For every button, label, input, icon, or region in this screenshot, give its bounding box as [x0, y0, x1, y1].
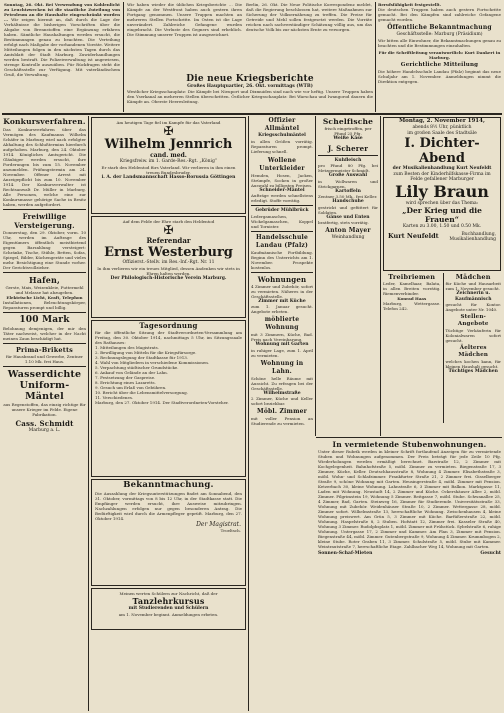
signature-name: Troeltsch.	[220, 528, 241, 533]
official-title: Öffentliche Bekanntmachung	[387, 24, 492, 31]
obituary-2-rank: Offizierst.-Stellv. im Res.-Inf.-Rgt. Nr. 11	[122, 260, 215, 265]
speaker-name: Lily Braun	[395, 181, 489, 201]
potatoes-item: Kartoffeln	[335, 188, 361, 194]
housing-header: Wohnungen	[257, 274, 307, 284]
company-name: Cass. Schmidt	[15, 419, 74, 428]
garden-sub: Wohnung mit Garten	[255, 342, 309, 347]
gloves-item: Handschuhe	[332, 199, 364, 204]
column-3: Offizier Allmäntel Kriegsschulmäntel in allen Größen vorrätig. Reparaturen prompt. Lieferung schnell. Wollene Unterkleider Hemden, Hosen, Jacken, Strümpfe, Socken in großer Auswahl zu billigsten Preisen. Schneider-Mäntel Aufträge werden schnellstens erledigt. Stoffe vorrätig. Gebrüder Mühlbrück Ledergamaschen, Wickelgamaschen, Koppel und Tornister. Handelsschule Landau (Pfalz) Kaufmännische Fortbildung. Beginn des Unterrichts am 1. November. Prospekte kostenlos. Wohnungen 4 Zimmer und Zubehör, sofort zu vermieten. Näheres in der Geschäftsstelle. Zimmer mit Küche zum 1. Januar gesucht. Angebote erbeten. möblierte Wohnung mit 3 Zimmern, Küche, Bad. Preis nach Vereinbarung. Wohnung mit Garten in ruhiger Lage, zum 1. April zu vermieten. Wohnung in Lahn. Schöne helle Räume mit Aussicht. Zu erfragen bei der Geschäftsstelle. Wilhelmstraße 2 Zimmer, Küche und Keller sofort beziehbar. Möbl. Zimmer mit voller Pension an Studierende zu vermieten.	[251, 117, 313, 426]
older-maid-ad: Äelteres Mädchen	[458, 345, 489, 358]
rentals-footer-right: Gesucht	[480, 551, 501, 556]
court-title: Gerichtliche Mitteilung	[400, 61, 479, 68]
top-right-title: Berufsfähigkeit festgestellt.	[378, 2, 442, 7]
jobs-ad: Stellen-Angebote	[457, 314, 489, 327]
lecture-intro: wird sprechen über das Thema:	[405, 200, 479, 206]
iron-cross-icon: ✠	[163, 124, 174, 138]
divider	[316, 437, 502, 438]
merchant-name: J. Scherer	[327, 143, 369, 153]
press-title: Die neue Kriegsberichte	[186, 74, 314, 84]
reward-title: 100 Mark	[19, 315, 70, 325]
lecture-topic: „Der Krieg und die Frauen“	[402, 206, 482, 224]
underwear-header: Wollene Unterkleider	[259, 156, 305, 172]
rentals-section: In vermietende Stubenwohnungen. Unter dieser Rubrik werden in kleiner Schrift fortlaufend Anzeigen für zu vermietende Stuben und Wohnungen aufgenommen. Der Preis beträgt für jede Zeile 10 Pfg. Wiederholungen werden ermäßigt berechnet. Barstraße 12, 2 Zimmer mit Kochgelegenheit. Bahnhofstraße 5, möbl. Zimmer zu vermieten. Biegenstraße 17, 3 Zimmer, Küche, Keller. Deutschhausstraße 8, Wohnung 4 Zimmer. Elisabethstraße 3, möbl. Wohn- und Schlafzimmer. Frankfurter Straße 21, 2 Zimmer frei. Gisselberger Straße 9, schöne Wohnung mit Garten. Heusingerstraße 4, möbl. Zimmer mit Pension. Ketzerbach 30, kleine Wohnung. Lahnstraße 6, 3 Zimmer mit Balkon. Marktgasse 11, Laden mit Wohnung. Neustadt 14, 2 Zimmer und Küche. Ockershäuser Allee 2, möbl. Zimmer. Pilgrimstein 19, Wohnung 5 Zimmer. Reitgasse 7, möbl. Stube. Schwanallee 25, 4 Zimmer, Bad, Garten. Steinweg 16, Zimmer für Studierende. Universitätsstraße 33, Wohnung mit Zubehör. Weidenhäuser Straße 10, 2 Zimmer. Wettergasse 28, möbl. Zimmer sofort. Wilhelmstraße 13, herrschaftliche Wohnung. Zwischenhausen 4, kleine Wohnung preiswert. Am Grün 5, 3 Zimmer mit Küche. Barfüßerstraße 22, möbl. Wohnung. Haspelstraße 8, 2 Stuben. Hofstatt 12, Zimmer frei. Kasseler Straße 40, Wohnung 3 Zimmer. Rudolphsplatz 1, möbl. Zimmer mit Frühstück. Sybelstraße 6, ruhige Wohnung. Untergasse 17, 2 Zimmer und Kammer. Am Plan 3, Zimmer mit Pension. Biegenstraße 44, möbl. Zimmer. Gutenbergstraße 9, Wohnung 4 Zimmer. Krummbogen 2, kleine Stube. Roter Graben 11, 3 Zimmer. Schulstraße 5, möbl. Stube mit Kammer. Weintrautstraße 7, herrschaftliche Etage. Zahlbacher Weg 14, Wohnung mit Garten. Sonnen-Schaf-Mieten Gesucht	[318, 440, 501, 556]
column-1: Konkursverfahren. Das Konkursverfahren über das Vermögen des Kaufmanns Wilhelm Schäfer in Marburg wird nach erfolgter Abhaltung des Schlußtermins hierdurch aufgehoben. Marburg, den 24. Oktober 1914. Königliches Amtsgericht. Die Gläubiger werden ersucht, ihre Forderungen bis zum 15. November anzumelden. Prüfungstermin am 24. November. Offener Arrest mit Anzeigepflicht bis zum 10. November 1914. Der Konkursverwalter ist Rechtsanwalt Dr. Müller in Marburg. Alle Personen, welche eine zur Konkursmasse gehörige Sache in Besitz haben, werden aufgefordert. Freiwillige Versteigerung. Donnerstag, den 29. Oktober, vorm. 10 Uhr, werden im Auftrage des Eigentümers öffentlich meistbietend gegen Barzahlung versteigert: Schränke, Tische, Stühle, Betten, Sofas, Spiegel, Bilder, Küchengeräte und vieles mehr. Besichtigung eine Stunde vorher. Der Gerichtsvollzieher. Hafen, Gerste, Mais, Weizenkleie, Futtermehl und Melasse hat abzugeben. Elektrische Licht, Kraft, Telephon Installationen, Beleuchtungskörper, Reparaturen prompt und billig. 100 Mark Belohnung demjenigen, der mir den Täter nachweist, welcher in der Nacht meinen Zaun beschädigt hat. Prima-Briketts für Hausbrand und Gewerbe, Zentner 1.10 Mk. frei Haus. Wasserdichte Uniform-Mäntel aus Regenstoffen, das einzig richtige für unsere Krieger im Felde. Eigene Fabrikation. Cass. Schmidt Marburg a. L.	[3, 117, 86, 433]
coat-sub: Kriegsschulmäntel	[258, 133, 306, 138]
selection-item: Große Auswahl	[328, 173, 368, 178]
belt-ad: Treibriemen	[388, 273, 436, 281]
lecture-charity: zum Besten der Kinderhilfskasse-Firma im Felde gefallener Marburger	[393, 171, 491, 182]
top-mid-notice: Wir haben wieder die üblichen Kriegsberichte … Die Kämpfe an der Westfront haben auch gestern ihren Fortgang genommen. Unsere Truppen machten an mehreren Stellen Fortschritte. Im Osten ist die Lage unverändert. Zahlreiche Gefangene wurden eingebracht. Die Verluste des Gegners sind erheblich. Die Stimmung unserer Truppen ist ausgezeichnet.	[127, 2, 242, 37]
street-sub: Wilhelmstraße	[263, 390, 301, 396]
obituary-2-name: Ernst Westerburg	[104, 245, 233, 260]
maid-ad: Mädchen	[455, 273, 491, 281]
briquette-title: Prima-Briketts	[15, 346, 74, 354]
dance-title: Tanzlehrkursus	[132, 596, 205, 606]
company-location: Marburg a. L.	[28, 428, 61, 433]
announcement-box: Bekanntmachung. Die Auszahlung der Kriegsunterstützungen findet am Sonnabend, den 31. Oktober, vormittags von 8 bis 12 Uhr, in der Stadtkasse statt. Die Empfänger werden ersucht, ihre Ausweise mitzubringen. Nachzahlungen erfolgen nur gegen besonderen Antrag. Die Bedürftigkeit wird durch die Armenpfleger geprüft. Marburg, den 27. Oktober 1914. Der Magistrat. Troeltsch.	[91, 479, 246, 586]
divider	[123, 2, 124, 112]
divider	[248, 116, 249, 711]
fish-title: Schelfische	[322, 117, 374, 126]
iron-cross-icon: ✠	[163, 223, 174, 237]
top-left-notice: Sonntag, 26. Okt. Bei Verwendung von Kohlenlicht zu Leuchtzwecken ist die staatliche Zuteilung von Petroleum an die Haushalte eingeschränkt worden … Wir zeigen hiermit an, daß durch die Lage der Verhältnisse die bisherigen Vorschriften über die Abgabe von Brennstoffen eine Ergänzung erfahren haben. Sämtliche Haushaltungen werden ersucht, die Bestimmungen genau zu beachten. Die Verteilung erfolgt nach Maßgabe der vorhandenen Vorräte. Weitere Mitteilungen folgen in den nächsten Tagen durch das Amtsblatt der Stadt Marburg. Zuwiderhandlungen werden bestraft. Die Polizeiverwaltung ist angewiesen, strenge Kontrolle auszuüben. Für Rückfragen steht die Geschäftsstelle zur Verfügung. Mit vaterländischem Gruß, die Verwaltung.	[4, 2, 120, 77]
rentals-title: In vermietende Stubenwohnungen.	[332, 440, 487, 449]
cheese-sub: Weiße Käse	[333, 136, 363, 141]
lahn-header: Wohnung in Lahn.	[260, 359, 304, 375]
press-subtitle: Großes Hauptquartier, 26. Okt. vormittags (WTB)	[187, 84, 313, 88]
room-header: Möbl. Zimmer	[256, 408, 308, 415]
ads-right: Mädchen für Küche und Hausarbeit zum 1. November gesucht. Zeichnerin u. Kaufmännisch gesucht für Kontor. Angebote unter Nr. 1040. Stellen-Angebote Tüchtige Verkäuferin für Kolonialwaren sofort gesucht. Äelteres Mädchen welches kochen kann, für kleinen Haushalt gesucht. Tüchtiges Mädchen	[445, 273, 501, 374]
divider	[375, 2, 376, 112]
agenda-title: Tagesordnung	[139, 321, 198, 330]
lecture-title: I. Dichter-Abend	[404, 136, 480, 166]
divider	[88, 116, 89, 711]
column-5	[383, 117, 501, 437]
announcement-title: Bekanntmachung.	[123, 480, 214, 490]
obituary-1-corps: i. A. der Landsmannschaft Hasso-Borussia Göttingen	[101, 174, 236, 180]
meat-item: Kuhfleisch	[334, 157, 362, 163]
obituary-1: Am heutigen Tage fiel im Kampfe für das Vaterland ✠ Wilhelm Jennrich cand. med. Kriegsfreiw. im 1. Garde-Res.-Rgt. „König“ Er starb den Heldentod fürs Vaterland. Wir verlieren in ihm einen treuen Bundesbruder. i. A. der Landsmannschaft Hasso-Borussia Göttingen	[91, 117, 246, 214]
dealer-sub: Gebrüder Mühlbrück	[255, 208, 309, 213]
poultry-item: Gänse und Enten	[326, 214, 370, 220]
auction-title: Freiwillige Versteigerung.	[14, 212, 75, 230]
wine-merchant: Anton Mayer	[325, 227, 371, 234]
wine-shop: Weinhandlung	[331, 235, 365, 240]
publisher-line: Für die Schriftleitung verantwortlich: Kurt Dankert in Marburg.	[378, 49, 501, 60]
tailor-sub: Schneider-Mäntel	[259, 187, 305, 193]
top-left-text: Sonntag, 26. Okt. Bei Verwendung von Kohlenlicht zu Leuchtzwecken ist die staatliche Zuteilung von Petroleum an die Haushalte eingeschränkt worden …	[4, 2, 120, 22]
lecture-time: abends 8½ Uhr, pünktlich	[412, 125, 472, 130]
lecture-date: Montag, 2. November 1914,	[399, 118, 485, 124]
seller-name: Kurt Neufeldt	[388, 231, 439, 240]
press-header	[127, 74, 373, 88]
top-mid-text: Wir haben wieder die üblichen Kriegsberichte …	[127, 2, 233, 7]
ads-left: Treibriemen Leder, Kamelhaar, Balata, in allen Breiten vorrätig. Riemenverbinder. Konrad Haas Marburg, Wettergasse. Telefon 242.	[383, 273, 441, 311]
rentals-footer-left: Sonnen-Schaf-Mieten	[318, 551, 373, 556]
school-header: Handelsschule Landau (Pfalz)	[255, 233, 309, 249]
signature: Der Magistrat.	[196, 521, 241, 528]
obituary-1-title: cand. med.	[150, 152, 187, 159]
official-subtitle: Geschäftsstelle: Marburg (Präsidium)	[396, 32, 483, 37]
lecture-price: Karten zu 3.00, 1.50 und 0.50 Mk.	[402, 224, 482, 229]
top-right-notices: Berufsfähigkeit festgestellt. Die deutschen Truppen haben auch gestern Fortschritte gemacht. Bei den Kämpfen sind zahlreiche Gefangene gemacht worden. Öffentliche Bekanntmachung Geschäftsstelle: Marburg (Präsidium) Wir bitten alle Einwohner, die Bekanntmachungen genau zu beachten und die Bestimmungen einzuhalten. Für die Schriftleitung verantwortlich: Kurt Dankert in Marburg. Gerichtliche Mitteilung Die höhere Handelsschule Landau (Pfalz) beginnt das neue Schuljahr am 1. November. Anmeldungen nimmt die Direktion entgegen.	[378, 2, 501, 84]
obituary-1-intro: Am heutigen Tage fiel im Kampfe für das Vaterland	[116, 120, 221, 125]
dance-box: Meinen werten Schülern zur Nachricht, daß der Tanzlehrkursus mit Studierenden und Schülern am 1. November beginnt. Anmeldungen erbeten.	[91, 588, 246, 630]
housing-sub: Zimmer mit Küche	[258, 298, 306, 304]
main-divider	[2, 113, 502, 115]
furnished-header: möblierte Wohnung	[264, 316, 300, 331]
top-mid2-notice: Berlin, 26. Okt. Die Neue Politische Korrespondenz meldet, daß die Regierung beschlossen hat, weitere Maßnahmen zur Sicherung der Volksernährung zu treffen. Die Preise für Getreide und Mehl sollen festgesetzt werden. Die Vorräte reichen nach sachverständiger Schätzung völlig aus, um das deutsche Volk bis zur nächsten Ernte zu versorgen.	[246, 2, 372, 32]
obituary-2-title: Referendar	[146, 236, 191, 245]
divider	[380, 116, 381, 436]
oats-title: Hafen,	[28, 275, 61, 285]
column-4: Schelfische frisch eingetroffen, per Pfund 25 Pfg. Weiße Käse J. Scherer Kuhfleisch pro Pfund 80 Pfg. bei Metzgermeister Schmidt. Große Auswahl in Wollwaren und Strickgarnen. Kartoffeln Zentner 3.50 Mk., frei Keller. Handschuhe gestrickt und gefüttert für Soldaten. Gänse und Enten bratfertig, stets vorrätig. Anton Mayer Weinhandlung	[318, 117, 378, 240]
divider	[315, 116, 316, 436]
clerk-ad: Zeichnerin u. Kaufmännisch	[454, 291, 492, 302]
bankruptcy-title: Konkursverfahren.	[3, 117, 86, 126]
raincoat-title: Wasserdichte Uniform-Mäntel	[7, 369, 82, 402]
lecture-sub: der Musikalienhandlung Kurt Neufeldt	[392, 166, 492, 171]
agenda-box: Tagesordnung für die öffentliche Sitzung der Stadtverordneten-Versammlung am Freitag, den 30. Oktober 1914, nachmittags 5 Uhr, im Sitzungssaale des Rathauses: 1. Mitteilungen des Magistrats. 2. Bewilligung von Mitteln für die Kriegsfürsorge. 3. Rechnungslegung der Stadtkasse für 1913. 4. Wahl von Mitgliedern in verschiedene Kommissionen. 5. Verpachtung städtischer Grundstücke. 6. Ankauf von Gelände an der Lahn. 7. Festsetzung der Gaspreise. 8. Errichtung eines Lazaretts. 9. Gesuch um Erlaß von Gebühren. 10. Bericht über die Lebensmittelversorgung. 11. Verschiedenes. Marburg, den 27. Oktober 1914. Der Stadtverordneten-Vorsteher.	[91, 320, 246, 477]
capable-maid-ad: Tüchtiges Mädchen	[448, 369, 498, 374]
press-body: Westlicher Kriegsschauplatz: Die Kämpfe bei Nieuport und Dixmuiden sind nach wie vor heftig. Unsere Truppen haben den Yserkanal an mehreren Stellen überschritten. Östlicher Kriegsschauplatz: Bei Warschau und Iwangorod dauern die Kämpfe an. Oberste Heeresleitung.	[127, 89, 373, 104]
seller-sub: Buchhandlung, Musikalienhandlung	[449, 231, 496, 242]
column-2	[91, 117, 246, 711]
obituary-2-intro: Auf dem Felde der Ehre starb den Heldentod	[122, 219, 215, 224]
coat-header: Offizier Allmäntel	[264, 117, 300, 132]
obituary-1-name: Wilhelm Jennrich	[104, 137, 233, 152]
dance-subtitle: mit Studierenden und Schülern	[128, 606, 209, 611]
lecture-venue: im großen Saale des Stadtsäle	[407, 130, 477, 136]
lecture-box	[383, 117, 501, 271]
obituary-2-org: Der Philologisch-Historische Verein Marburg.	[110, 275, 227, 281]
obituary-1-rank: Kriegsfreiw. im 1. Garde-Res.-Rgt. „König“	[119, 159, 218, 164]
obituary-2: Auf dem Felde der Ehre starb den Heldentod ✠ Referendar Ernst Westerburg Offizierst.-Stellv. im Res.-Inf.-Rgt. Nr. 11 In ihm verlieren wir ein treues Mitglied, dessen Andenken wir stets in Ehren halten werden. Der Philologisch-Historische Verein Marburg.	[91, 216, 246, 318]
